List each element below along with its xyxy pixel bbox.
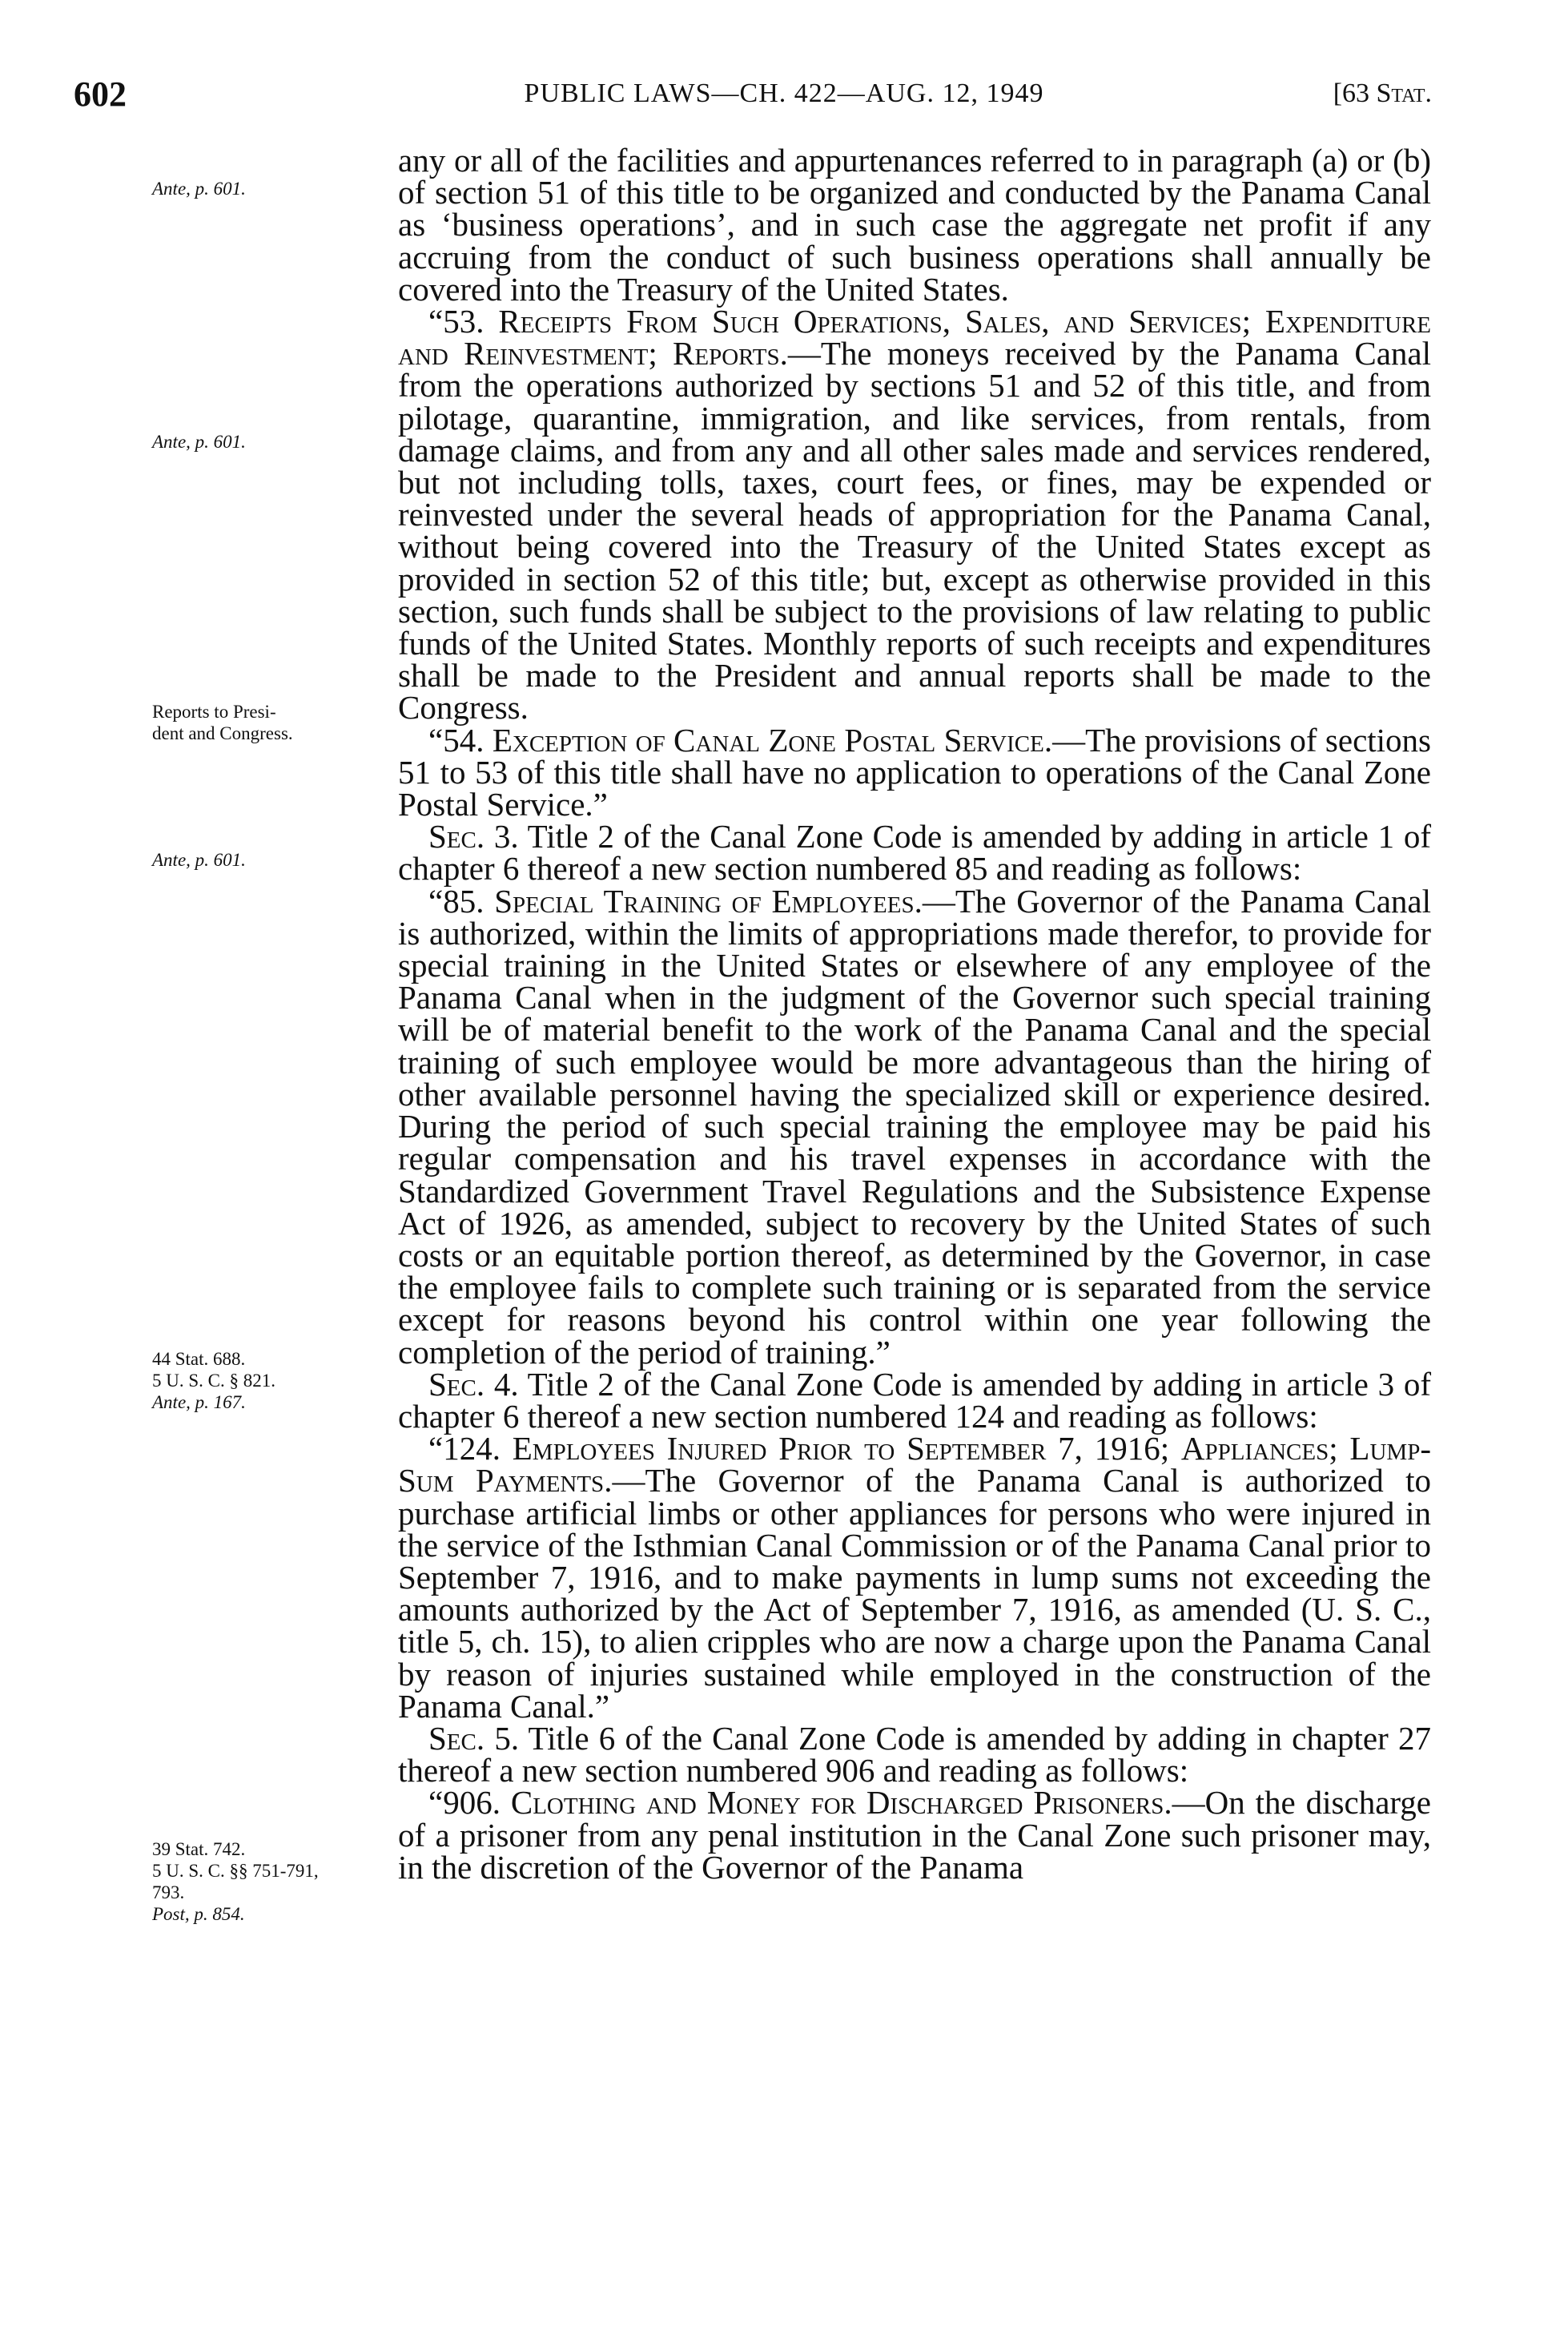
section-number: “54. [428,721,493,759]
statute-reference [1333,79,1432,109]
margin-note-line: Ante, p. 601. [152,179,246,199]
section-number: “124. [428,1430,513,1467]
margin-note [152,431,368,453]
margin-note-line: 5 U. S. C. § 821. [152,1371,275,1391]
section-heading: Special Training of Employees. [494,882,923,920]
section-heading: Receipts From Such Operations, Sales, and Services; Expenditure and Reinvestment; Reports. [398,303,1432,372]
section-number: “906. [428,1784,511,1822]
section-text: —The provisions of sections 51 to 53 of this title shall have no application to operations of the Canal Zone Postal Service.” [398,721,1432,823]
margin-note [152,1838,368,1925]
sec-text: Title 2 of the Canal Zone Code is amended by adding in article 3 of chapter 6 thereof a new section numbered 124 and reading as follows: [398,1365,1432,1435]
section-text: —The Governor of the Panama Canal is authorized to purchase artificial limbs or other appliances for persons who were injured in the service of the Isthmian Canal Commission or of the Panama Canal prior to September 7, 1916, and to make payments in lump sums not exceeding the amounts authorized by the Act of September 7, 1916, as amended (U. S. C., title 5, ch. 15), to alien cripples who are now a charge upon the Panama Canal by reason of injuries sustained while employed in the construction of the Panama Canal.” [398,1462,1432,1725]
margin-note-line: 44 Stat. 688. [152,1349,246,1369]
statute-abbrev: Stat. [1376,79,1432,108]
page-number: 602 [74,74,127,114]
section-54 [398,721,1432,823]
section-124 [398,1430,1432,1725]
margin-note-line: Ante, p. 167. [152,1392,246,1412]
sec-text: Title 6 of the Canal Zone Code is amended by adding in chapter 27 thereof a new section numbered 906 and reading as follows: [398,1719,1431,1789]
margin-note-line: Ante, p. 601. [152,432,246,452]
margin-note [152,849,368,871]
section-number: “53. [428,303,499,340]
statute-volume: [63 [1333,79,1377,108]
paragraph: any or all of the facilities and appurtenances referred to in paragraph (a) or (b) of section 51 of this title to be organized and conducted by the Panama Canal as ‘business operations’, and in such case the aggregate net profit if any accruing from the conduct of such business operations shall annually be covered into the Treasury of the United States. [398,142,1431,308]
section-text: —The moneys received by the Panama Canal from the operations authorized by sections 51 and 52 of this title, and from pilotage, quarantine, immigration, and like services, from rentals, from damage claims, and from any and all other sales made and services rendered, but not including tolls, taxes, court fees, or fines, may be expended or reinvested under the several heads of appropriation for the Panama Canal, without being covered into the Treasury of the United States except as provided in section 52 of this title; but, except as otherwise provided in this section, such funds shall be subject to the provisions of law relating to public funds of the United States. Monthly reports of such receipts and expenditures shall be made to the President and annual reports shall be made to the Congress. [398,335,1431,727]
margin-note-line: 793. [152,1882,185,1902]
sec-label: Sec. 5. [428,1719,520,1757]
margin-note-line: Reports to Presi- [152,702,276,722]
margin-note [152,1348,368,1413]
section-text: —The Governor of the Panama Canal is authorized, within the limits of appropriations made therefor, to provide for special training in the United States or elsewhere of any employee of the Panama Canal when in the judgment of the Governor such special training will be of material benefit to the work of the Panama Canal and the special training of such employee would be more advantageous than the hiring of other available personnel having the specialized skill or experience desired. During the period of such special training the employee may be paid his regular compensation and his travel expenses in accordance with the Standardized Government Travel Regulations and the Subsistence Expense Act of 1926, as amended, subject to recovery by the United States of such costs or an equitable portion thereof, as determined by the Governor, in case the employee fails to complete such training or is separated from the service except for reasons beyond his control within one year following the completion of the period of training.” [398,882,1431,1371]
section-85 [398,882,1431,1371]
sec-label: Sec. 4. [428,1365,519,1403]
section-906 [398,1784,1431,1886]
margin-note-line: 5 U. S. C. §§ 751-791, [152,1861,319,1881]
margin-note-line: 39 Stat. 742. [152,1839,246,1859]
section-heading: Exception of Canal Zone Postal Service. [492,721,1053,759]
sec-3 [398,818,1432,888]
margin-note-line: dent and Congress. [152,723,293,743]
sec-4 [398,1365,1432,1435]
running-head: PUBLIC LAWS—CH. 422—AUG. 12, 1949 [524,79,1044,108]
main-text [398,142,1432,1886]
section-heading: Appliances; Lump-Sum Payments. [398,1430,1431,1500]
section-heading-date: 7, 1916; [1046,1430,1181,1467]
section-number: “85. [428,882,495,920]
section-heading: Clothing and Money for Discharged Prisoners. [510,1784,1172,1822]
sec-5 [398,1719,1431,1789]
sec-text: Title 2 of the Canal Zone Code is amended by adding in article 1 of chapter 6 thereof a new section numbered 85 and reading as follows: [398,818,1432,888]
margin-note-line: Ante, p. 601. [152,850,246,870]
margin-note-line: Post, p. 854. [152,1904,245,1924]
sec-label: Sec. 3. [428,818,519,855]
section-text: —On the discharge of a prisoner from any penal institution in the Canal Zone such prisoner may, in the discretion of the Governor of the Panama [398,1784,1431,1886]
page-header [0,74,1568,122]
section-heading: Employees Injured Prior to September [512,1430,1047,1467]
margin-note [152,178,368,199]
margin-note [152,701,368,744]
section-53 [398,303,1432,727]
